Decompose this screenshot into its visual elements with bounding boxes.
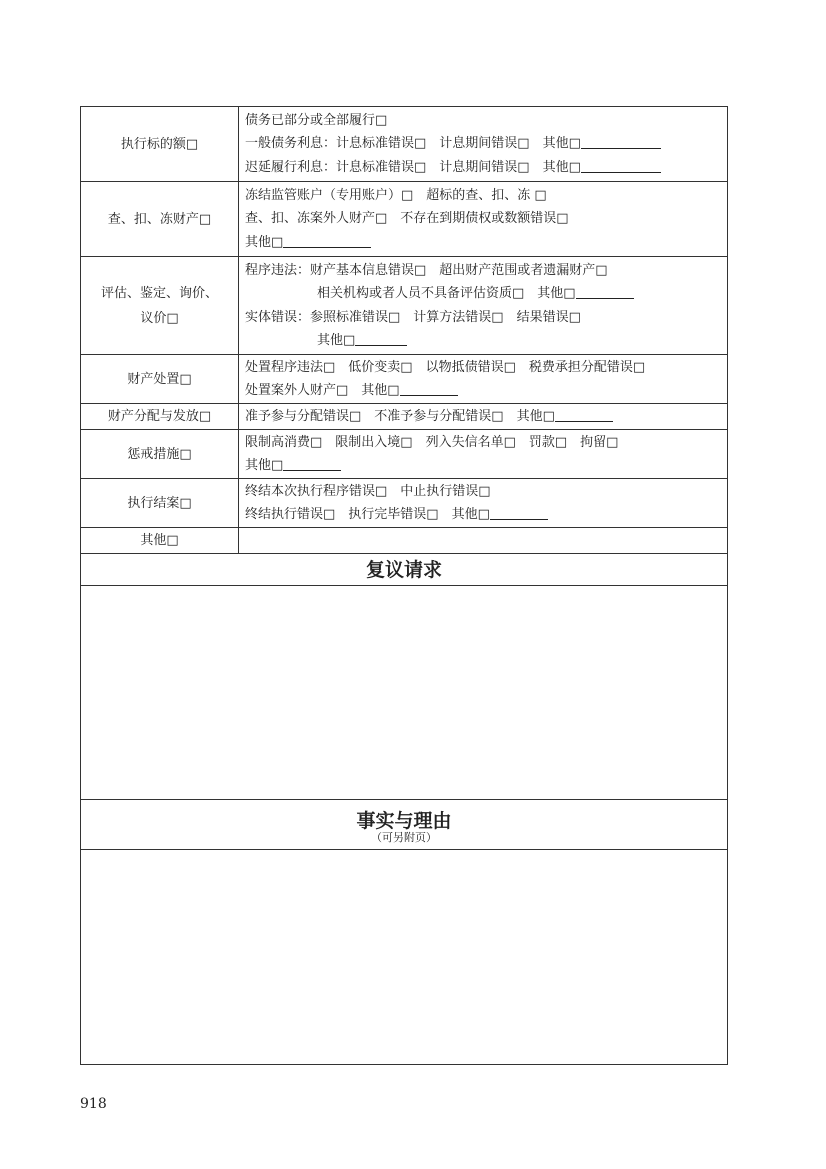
option-text[interactable]: 迟延履行利息：计息标准错误□ 计息期间错误□ 其他□ xyxy=(245,159,581,175)
section-title: 事实与理由 xyxy=(356,809,452,832)
option-line[interactable]: 实体错误：参照标准错误□ 计算方法错误□ 结果错误□ xyxy=(245,309,581,325)
fill-in-blank[interactable] xyxy=(283,233,371,248)
option-line xyxy=(245,156,721,180)
fill-in-blank[interactable] xyxy=(555,407,613,422)
option-line[interactable]: 查、扣、冻案外人财产□ 不存在到期债权或数额错误□ xyxy=(245,211,569,227)
section-facts-header xyxy=(81,800,728,850)
row-disposal xyxy=(81,355,728,404)
review-request-text-area[interactable] xyxy=(81,586,728,800)
row-label[interactable]: 财产处置□ xyxy=(81,355,239,404)
option-line xyxy=(245,231,721,255)
fill-in-blank[interactable] xyxy=(576,284,634,299)
row-options[interactable] xyxy=(239,528,728,554)
review-application-form xyxy=(80,106,728,1065)
section-subtitle: （可另附页） xyxy=(371,830,437,844)
row-label[interactable]: 其他□ xyxy=(81,528,239,554)
section-title: 复议请求 xyxy=(81,554,728,586)
option-line xyxy=(245,503,721,527)
option-text[interactable]: 一般债务利息：计息标准错误□ 计息期间错误□ 其他□ xyxy=(245,136,581,152)
option-line xyxy=(245,454,721,478)
option-text[interactable]: 相关机构或者人员不具备评估资质□ 其他□ xyxy=(317,286,576,301)
option-line xyxy=(245,379,721,403)
option-line[interactable]: 终结本次执行程序错误□ 中止执行错误□ xyxy=(245,483,491,499)
row-appraisal xyxy=(81,257,728,355)
option-text[interactable]: 其他□ xyxy=(317,333,356,348)
row-other xyxy=(81,528,728,554)
option-line xyxy=(245,132,721,156)
row-distribution xyxy=(81,404,728,430)
option-line[interactable]: 处置程序违法□ 低价变卖□ 以物抵债错误□ 税费承担分配错误□ xyxy=(245,359,646,375)
row-case-closure xyxy=(81,479,728,528)
fill-in-blank[interactable] xyxy=(355,331,407,346)
option-text[interactable]: 其他□ xyxy=(245,458,284,473)
option-line[interactable]: 限制高消费□ 限制出入境□ 列入失信名单□ 罚款□ 拘留□ xyxy=(245,434,619,450)
row-punishment xyxy=(81,430,728,479)
option-line xyxy=(245,329,721,353)
option-text[interactable]: 准予参与分配错误□ 不准予参与分配错误□ 其他□ xyxy=(245,408,555,424)
option-line[interactable]: 债务已部分或全部履行□ xyxy=(245,112,388,128)
row-seize-freeze xyxy=(81,182,728,257)
section-facts-body xyxy=(81,850,728,1065)
row-options xyxy=(239,182,728,257)
facts-text-area[interactable] xyxy=(81,850,728,1065)
row-label[interactable]: 执行结案□ xyxy=(81,479,239,528)
row-label[interactable] xyxy=(81,257,239,355)
option-line xyxy=(245,405,721,429)
section-header-cell xyxy=(81,800,728,850)
fill-in-blank[interactable] xyxy=(400,381,458,396)
fill-in-blank[interactable] xyxy=(581,158,661,173)
option-line[interactable]: 冻结监管账户（专用账户）□ 超标的查、扣、冻 □ xyxy=(245,187,547,203)
page-number: 918 xyxy=(80,1096,107,1112)
row-options xyxy=(239,430,728,479)
fill-in-blank[interactable] xyxy=(581,134,661,149)
section-review-request-header xyxy=(81,554,728,586)
row-label[interactable]: 惩戒措施□ xyxy=(81,430,239,479)
row-label-line: 评估、鉴定、询价、 xyxy=(100,285,218,301)
row-label-line: 议价□ xyxy=(140,310,179,326)
fill-in-blank[interactable] xyxy=(283,456,341,471)
option-text[interactable]: 终结执行错误□ 执行完毕错误□ 其他□ xyxy=(245,507,490,522)
row-options xyxy=(239,355,728,404)
row-options xyxy=(239,404,728,430)
option-line xyxy=(245,282,721,306)
row-options xyxy=(239,479,728,528)
fill-in-blank[interactable] xyxy=(490,505,548,520)
row-options xyxy=(239,107,728,182)
option-text[interactable]: 处置案外人财产□ 其他□ xyxy=(245,383,400,398)
row-label[interactable]: 执行标的额□ xyxy=(81,107,239,182)
row-label[interactable]: 财产分配与发放□ xyxy=(81,404,239,430)
row-enforcement-amount xyxy=(81,107,728,182)
option-text[interactable]: 其他□ xyxy=(245,234,284,250)
option-line[interactable]: 程序违法：财产基本信息错误□ 超出财产范围或者遗漏财产□ xyxy=(245,262,608,278)
row-label[interactable]: 查、扣、冻财产□ xyxy=(81,182,239,257)
section-review-request-body xyxy=(81,586,728,800)
row-options xyxy=(239,257,728,355)
